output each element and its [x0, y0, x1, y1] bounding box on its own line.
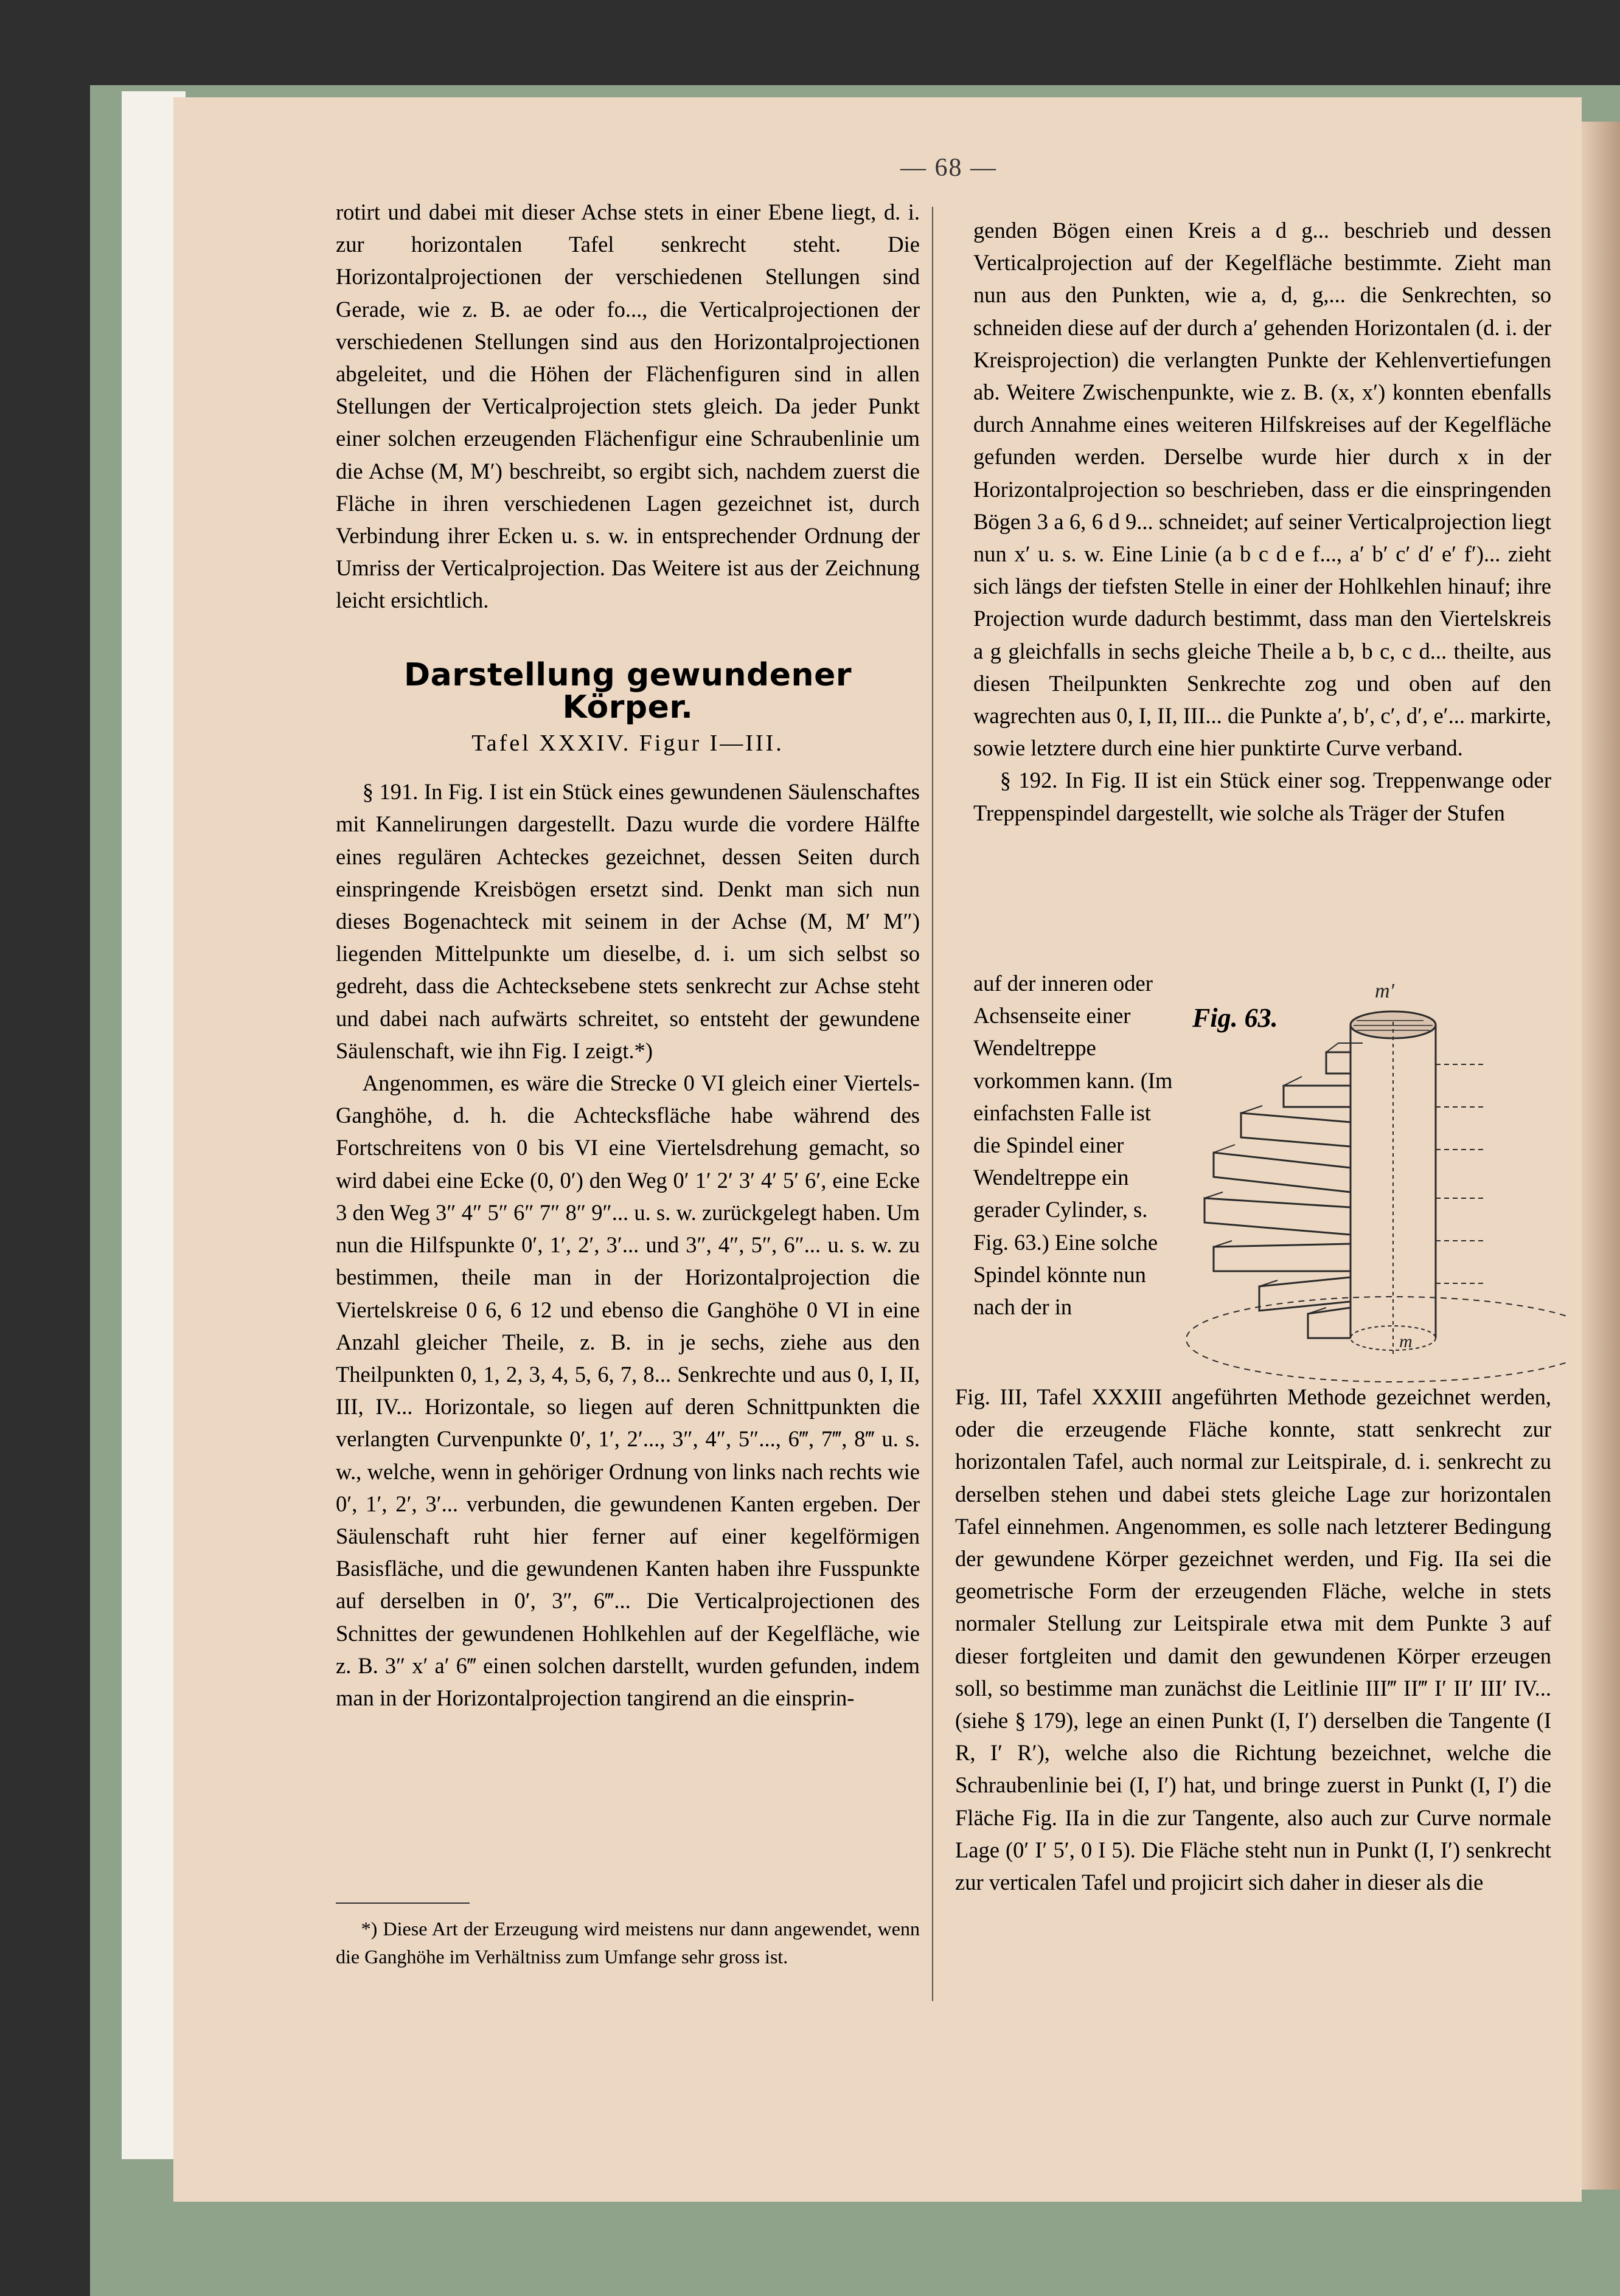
section-subheading: Tafel XXXIV. Figur I—III. — [471, 730, 784, 757]
left-paragraph-1: rotirt und dabei mit dieser Achse stets in einer Ebene liegt, d. i. zur horizontalen Tafel senkrecht steht. Die Horizontalprojectionen der verschiedenen Stellungen sind Gerade, wie z. B. ae oder fo..., die Verticalprojectionen der verschiedenen Stellungen sind aus den Horizontalprojectionen abgeleitet, und die Höhen der Flächenfiguren sind in allen Stellungen der Verticalprojection stets gleich. Da jeder Punkt einer solchen erzeugenden Flächenfigur eine Schraubenlinie um die Achse (M, M′) beschreibt, so ergibt sich, nachdem zuerst die Fläche in ihren verschiedenen Lagen gezeichnet ist, durch Verbindung ihrer Ecken u. s. w. in entsprechender Ordnung der Umriss der Verticalprojection. Das Weitere ist aus der Zeichnung leicht ersichtlich. — [336, 199, 920, 613]
left-column — [336, 196, 920, 1714]
step-5 — [1205, 1198, 1351, 1235]
footnote-rule — [336, 1902, 470, 1904]
right-column-continued — [955, 1381, 1551, 1898]
figure-label-m-prime: m′ — [1375, 980, 1394, 1002]
step-6 — [1214, 1244, 1351, 1271]
figure-63-spiral-staircase — [1156, 967, 1570, 1393]
figure-wrap-text — [973, 967, 1180, 1323]
right-paragraph-2: § 192. In Fig. II ist ein Stück einer sog. Treppenwange oder Treppenspindel dargestellt, wie solche als Träger der Stufen — [973, 768, 1551, 825]
step-4 — [1214, 1153, 1351, 1192]
step-2 — [1284, 1086, 1351, 1107]
section-heading: Darstellung gewundener Körper. — [404, 656, 852, 726]
right-paragraph-3: Fig. III, Tafel XXXIII angeführten Methode gezeichnet werden, oder die erzeugende Fläche konnte, statt senkrecht zur horizontalen Tafel, auch normal zur Leitspirale, d. i. senkrecht zu derselben stehen und dabei stets gleiche Lage zur horizontalen Tafel einnehmen. Angenommen, es solle nach letzterer Bedingung der gewundene Körper gezeichnet werden, und Fig. IIa sei die geometrische Form der erzeugenden Fläche, welche in stets normaler Stellung zur Leitspirale etwa mit dem Punkte 3 auf dieser fortgleiten und damit den gewundenen Körper erzeugen soll, so bestimme man zunächst die Leitlinie III‴ II‴ I′ II′ III′ IV... (siehe § 179), lege an einen Punkt (I, I′) derselben die Tangente (I R, I′ R′), welche also die Richtung bezeichnet, welche die Schraubenlinie bei (I, I′) hat, und bringe zuerst in Punkt (I, I′) die Fläche Fig. IIa in die zur Tangente, also auch zur Curve normale Lage (0′ I′ 5′, 0 I 5). Die Fläche steht nun in Punkt (I, I′) senkrecht zur verticalen Tafel und projicirt sich daher in dieser als die — [955, 1384, 1551, 1895]
left-paragraph-2: § 191. In Fig. I ist ein Stück eines gewundenen Säulenschaftes mit Kannelirungen dargestellt. Dazu wurde die vordere Hälfte eines regulären Achteckes gezeichnet, dessen Seiten durch einspringende Kreisbögen ersetzt sind. Denkt man sich nun dieses Bogenachteck mit seinem in der Achse (M, M′ M″) liegenden Mittelpunkte um dieselbe, d. i. um sich selbst so gedreht, dass die Achtecksebene stets senkrecht zur Achse steht und dabei nach aufwärts schreitet, so entsteht der gewundene Säulenschaft, wie ihn Fig. I zeigt.*) — [336, 779, 920, 1063]
page-number: — 68 — — [900, 154, 997, 182]
right-paragraph-1: genden Bögen einen Kreis a d g... beschrieb und dessen Verticalprojection auf der Kegelfläche bestimmte. Zieht man nun aus den Punkten, wie a, d, g,... die Senkrechten, so schneiden diese auf der durch a′ gehenden Horizontalen (d. i. der Kreisprojection) die verlangten Punkte der Kehlenvertiefungen ab. Weitere Zwischenpunkte, wie z. B. (x, x′) konnten ebenfalls durch Annahme eines weiteren Hilfskreises auf der Kegelfläche gefunden werden. Derselbe wurde hier durch x in der Horizontalprojection so beschrieben, dass er die einspringenden Bögen 3 a 6, 6 d 9... schneidet; auf seiner Verticalprojection liegt nun x′ u. s. w. Eine Linie (a b c d e f..., a′ b′ c′ d′ e′ f′)... zieht sich längs der tiefsten Stelle in einer der Hohlkehlen hinauf; ihre Projection wurde dadurch bestimmt, dass man den Viertelskreis a g gleichfalls in sechs gleiche Theile a b, b c, c d... theilte, aus diesen Theilpunkten Senkrechte zog und oben auf den wagrechten aus 0, I, II, III... die Punkte a′, b′, c′, d′, e′... markirte, sowie letztere durch eine hier punktirte Curve verband. — [973, 218, 1551, 761]
figure-wrap-paragraph: auf der inneren oder Achsenseite einer Wendeltreppe vorkommen kann. (Im einfachsten Falle ist die Spindel einer Wendeltreppe ein gerader Cylinder, s. Fig. 63.) Eine solche Spindel könnte nun nach der in — [973, 971, 1173, 1320]
step-3 — [1241, 1113, 1351, 1146]
footnote — [336, 1915, 920, 1971]
column-divider — [932, 207, 933, 2001]
figure-label: Fig. 63. — [1192, 1003, 1278, 1033]
right-column — [973, 214, 1551, 829]
footnote-text: *) Diese Art der Erzeugung wird meistens nur dann angewendet, wenn die Ganghöhe im Verhältniss zum Umfange sehr gross ist. — [336, 1918, 920, 1968]
base-circle — [1186, 1297, 1570, 1382]
figure-label-m: m — [1399, 1331, 1413, 1351]
step-1 — [1326, 1052, 1351, 1073]
left-paragraph-3: Angenommen, es wäre die Strecke 0 VI gleich einer Viertels-Ganghöhe, d. h. die Achtecksfläche habe während des Fortschreitens von 0 bis VI eine Viertelsdrehung gemacht, so wird dabei eine Ecke (0, 0′) den Weg 0′ 1′ 2′ 3′ 4′ 5′ 6′, eine Ecke 3 den Weg 3″ 4″ 5″ 6″ 7″ 8″ 9″... u. s. w. zurückgelegt haben. Um nun die Hilfspunkte 0′, 1′, 2′, 3′... und 3″, 4″, 5″, 6″... u. s. w. zu bestimmen, theile man in der Horizontalprojection die Viertelskreise 0 6, 6 12 und ebenso die Ganghöhe 0 VI in eine Anzahl gleicher Theile, z. B. in je sechs, ziehe aus den Theilpunkten 0, 1, 2, 3, 4, 5, 6, 7, 8... Senkrechte und aus 0, I, II, III, IV... Horizontale, so liegen auf deren Schnittpunkten die verlangten Curvenpunkte 0′, 1′, 2′..., 3″, 4″, 5″..., 6‴, 7‴, 8‴ u. s. w., welche, wenn in gehöriger Ordnung von links nach rechts wie 0′, 1′, 2′, 3′... verbunden, die gewundenen Kanten ergeben. Der Säulenschaft ruht hier ferner auf einer kegelförmigen Basisfläche, und die gewundenen Kanten haben ihre Fusspunkte auf derselben in 0′, 3″, 6‴... Die Verticalprojectionen des Schnittes der gewundenen Hohlkehlen auf der Kegelfläche, wie z. B. 3″ x′ a′ 6‴ einen solchen darstellt, wurden gefunden, indem man in der Horizontalprojection tangirend an die einsprin- — [336, 1070, 920, 1710]
